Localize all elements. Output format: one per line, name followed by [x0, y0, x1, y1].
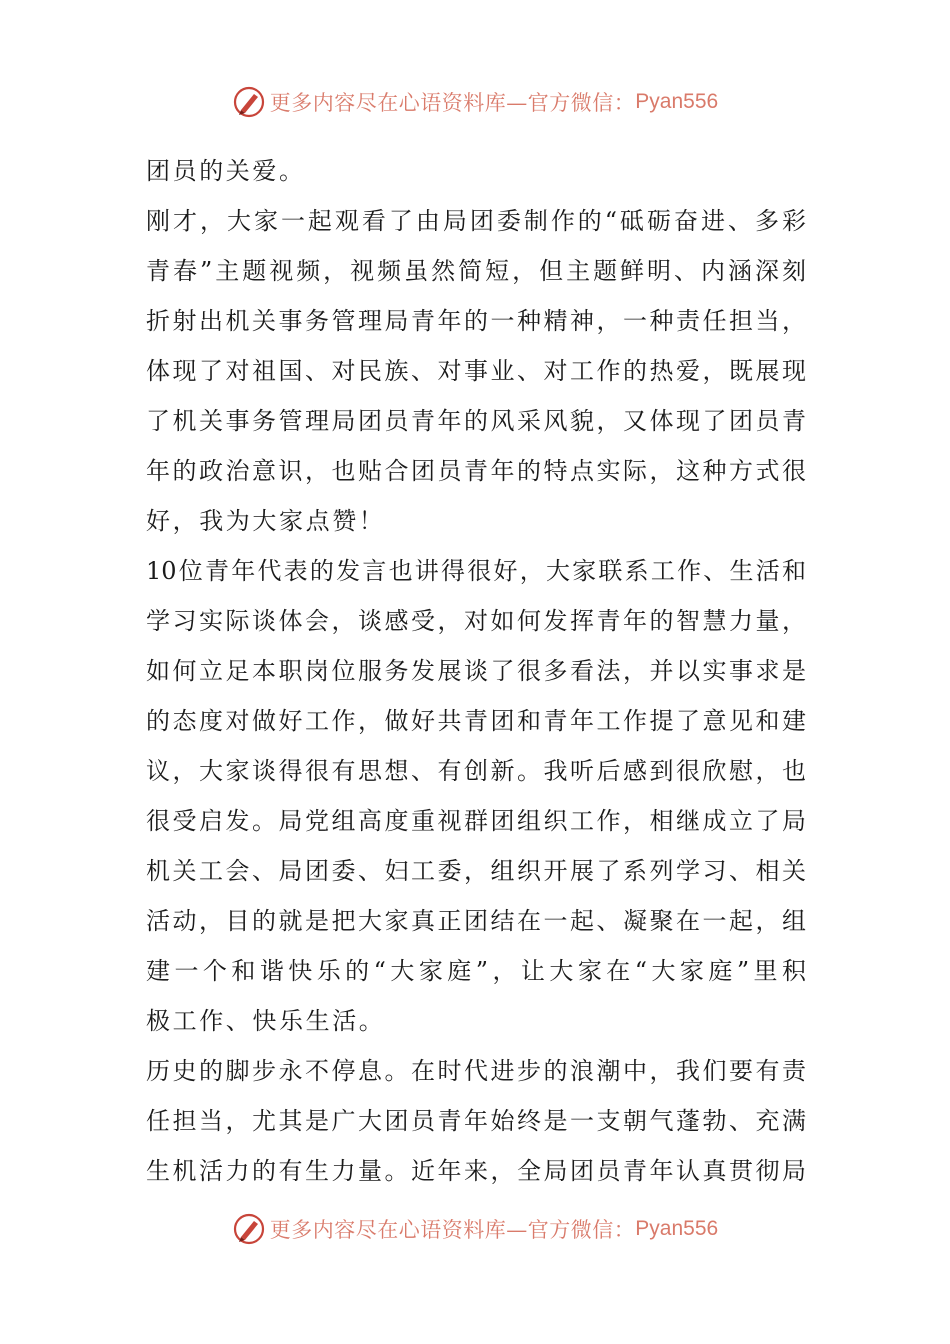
- text-line: 刚才，大家一起观看了由局团委制作的“砥砺奋进、多彩: [146, 207, 806, 235]
- text-line: 10位青年代表的发言也讲得很好，大家联系工作、生活和: [146, 557, 806, 585]
- header-banner: [0, 82, 950, 122]
- text-line: 议，大家谈得很有思想、有创新。我听后感到很欣慰，也: [146, 757, 806, 785]
- text-line: 很受启发。局党组高度重视群团组织工作，相继成立了局: [146, 807, 806, 835]
- text-line: 体现了对祖国、对民族、对事业、对工作的热爱，既展现: [146, 357, 806, 385]
- text-line: 生机活力的有生力量。近年来，全局团员青年认真贯彻局: [146, 1157, 806, 1185]
- text-line: 折射出机关事务管理局青年的一种精神，一种责任担当，: [146, 307, 806, 335]
- text-line: 极工作、快乐生活。: [146, 1007, 386, 1035]
- footer-banner: [0, 1209, 950, 1249]
- text-line: 的态度对做好工作，做好共青团和青年工作提了意见和建: [146, 707, 806, 735]
- pen-logo-icon: [232, 85, 266, 119]
- text-line: 建一个和谐快乐的“大家庭”，让大家在“大家庭”里积: [146, 957, 806, 985]
- header-wechat-id: Pyan556: [635, 90, 719, 113]
- text-line: 如何立足本职岗位服务发展谈了很多看法，并以实事求是: [146, 657, 806, 685]
- text-line: 团员的关爱。: [146, 157, 306, 185]
- text-line: 了机关事务管理局团员青年的风采风貌，又体现了团员青: [146, 407, 806, 435]
- footer-wechat-id: Pyan556: [635, 1217, 719, 1240]
- text-line: 好，我为大家点赞！: [146, 507, 386, 535]
- document-body: [146, 146, 806, 1196]
- text-line: 学习实际谈体会，谈感受，对如何发挥青年的智慧力量，: [146, 607, 806, 635]
- text-line: 机关工会、局团委、妇工委，组织开展了系列学习、相关: [146, 857, 806, 885]
- text-line: 青春”主题视频，视频虽然简短，但主题鲜明、内涵深刻: [146, 257, 806, 285]
- text-line: 活动，目的就是把大家真正团结在一起、凝聚在一起，组: [146, 907, 806, 935]
- text-line: 年的政治意识，也贴合团员青年的特点实际，这种方式很: [146, 457, 806, 485]
- pen-logo-icon: [232, 1212, 266, 1246]
- footer-banner-text: 更多内容尽在心语资料库—官方微信：: [269, 1218, 636, 1242]
- header-banner-text: 更多内容尽在心语资料库—官方微信：: [269, 91, 636, 115]
- text-line: 任担当，尤其是广大团员青年始终是一支朝气蓬勃、充满: [146, 1107, 806, 1135]
- text-line: 历史的脚步永不停息。在时代进步的浪潮中，我们要有责: [146, 1057, 806, 1085]
